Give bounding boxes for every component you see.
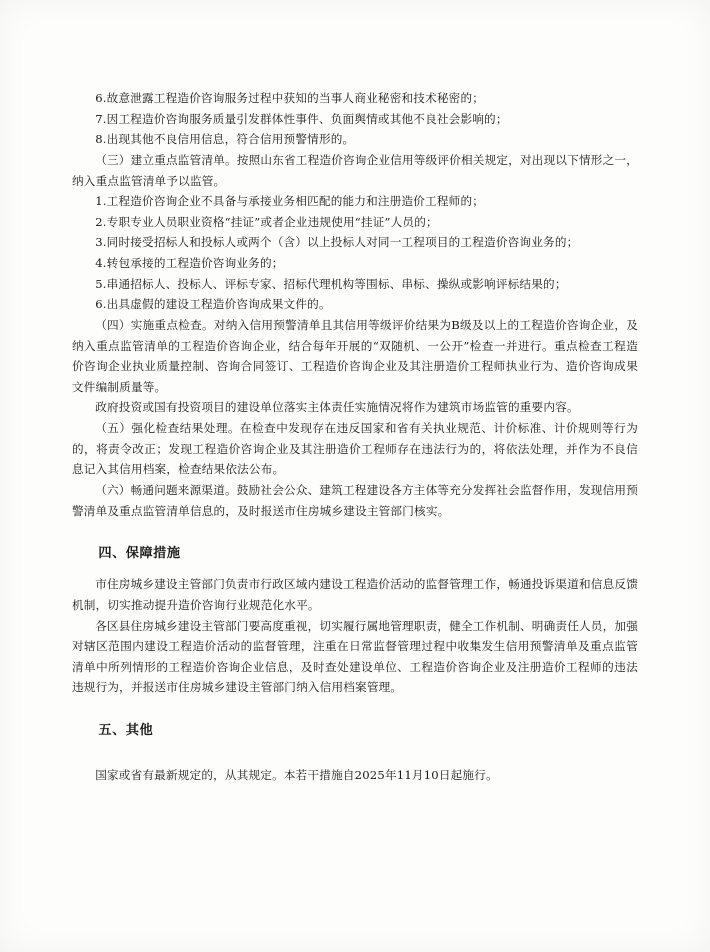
spacer <box>72 751 638 765</box>
paragraph: （六）畅通问题来源渠道。鼓励社会公众、建筑工程建设各方主体等充分发挥社会监督作用，发现信用预警清单及重点监管清单信息的，及时报送市住房城乡建设主管部门核实。 <box>72 482 638 518</box>
paragraph: 国家或省有最新规定的，从其规定。本若干措施自2025年11月10日起施行。 <box>95 768 498 783</box>
paragraph: 各区县住房城乡建设主管部门要高度重视，切实履行属地管理职责，健全工作机制、明确责任人员，加强对辖区范围内建设工程造价活动的监督管理，注重在日常监督管理过程中收集发生信用预警清单及重点监管清单中所列情形的工程造价咨询企业信息，及时查处建设单位、工程造价咨询企业及注册造价工程师的违法违规行为，并报送市住房城乡建设主管部门纳入信用档案管理。 <box>72 618 638 695</box>
document-body <box>72 88 638 786</box>
paragraph: 8.出现其他不良信用信息，符合信用预警情形的。 <box>95 132 355 147</box>
paragraph: （三）建立重点监管清单。按照山东省工程造价咨询企业信用等级评价相关规定，对出现以下情形之一，纳入重点监管清单予以监管。 <box>72 152 638 188</box>
section-heading: 五、其他 <box>98 723 154 738</box>
paragraph: 6.出具虚假的建设工程造价咨询成果文件的。 <box>95 297 331 312</box>
paragraph: 4.转包承接的工程造价咨询业务的； <box>95 256 284 270</box>
paragraph: 6.故意泄露工程造价咨询服务过程中获知的当事人商业秘密和技术秘密的； <box>95 91 485 105</box>
paragraph: 3.同时接受招标人和投标人或两个（含）以上投标人对同一工程项目的工程造价咨询业务的； <box>95 235 579 250</box>
paragraph: 1.工程造价咨询企业不具备与承接业务相匹配的能力和注册造价工程师的； <box>95 194 485 209</box>
paragraph: （五）强化检查结果处理。在检查中发现存在违反国家和省有关执业规范、计价标准、计价规则等行为的，将责令改正；发现工程造价咨询企业及其注册造价工程师存在违法行为的，将依法处理，并作为不良信息记入其信用档案，检查结果依法公布。 <box>72 421 638 477</box>
paragraph: 5.串通招标人、投标人、评标专家、招标代理机构等围标、串标、操纵或影响评标结果的； <box>95 276 567 291</box>
paragraph: 政府投资或国有投资项目的建设单位落实主体责任实施情况将作为建筑市场监管的重要内容。 <box>95 400 579 415</box>
section-heading: 四、保障措施 <box>98 546 181 562</box>
paragraph: 市住房城乡建设主管部门负责市行政区域内建设工程造价活动的监督管理工作，畅通投诉渠道和信息反馈机制，切实推动提升造价咨询行业规范化水平。 <box>72 577 638 612</box>
paragraph: 2.专职专业人员职业资格“挂证”或者企业违规使用“挂证”人员的； <box>95 214 438 229</box>
paragraph: （四）实施重点检查。对纳入信用预警清单且其信用等级评价结果为B级及以上的工程造价咨询企业，及纳入重点监管清单的工程造价咨询企业，结合每年开展的“双随机、一公开”检查一并进行。重点检查工程造价咨询企业执业质量控制、咨询合同签订、工程造价咨询企业及其注册造价工程师执业行为、造价咨询成果文件编制质量等。 <box>72 317 638 394</box>
paragraph: 7.因工程造价咨询服务质量引发群体性事件、负面舆情或其他不良社会影响的； <box>95 111 508 126</box>
